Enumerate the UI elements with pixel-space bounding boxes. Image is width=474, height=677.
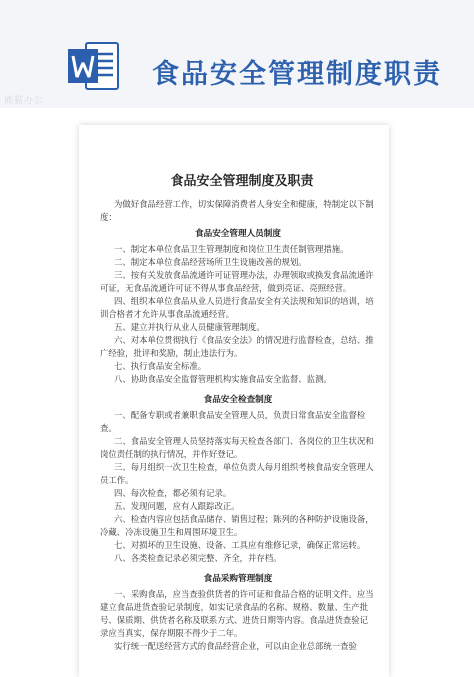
document-title: 食品安全管理制度及职责 (170, 174, 314, 189)
paragraph: 一、采购食品，应当查验供货者的许可证和食品合格的证明文件。应当建立食品进货查验记录制度，如实记录食品的名称、规格、数量、生产批号、保质期、供货者名称及联系方式、进货日期等内容。食品进货查验记录应当真实，保存期限不得少于二年。 (100, 589, 374, 638)
paragraph: 实行统一配送经营方式的食品经营企业，可以由企业总部统一查验 (114, 641, 357, 651)
intro-paragraph: 为做好食品经营工作，切实保障消费者人身安全和健康，特制定以下制度： (100, 199, 374, 222)
paragraph: 二、制定本单位食品经营场所卫生设施改善的规划。 (114, 257, 307, 267)
section-heading: 食品采购管理制度 (203, 574, 273, 584)
word-document-icon (68, 41, 120, 91)
section-heading: 食品安全检查制度 (203, 395, 273, 405)
paragraph: 五、建立并执行从业人员健康管理制度。 (114, 322, 265, 332)
paragraph: 三、按有关发放食品流通许可证管理办法，办理领取或换发食品流通许可证，无食品流通许可证不得从事食品经营，做到亮证、亮照经营。 (100, 270, 374, 293)
paragraph: 三、每月组织一次卫生检查，单位负责人每月组织考核食品安全管理人员工作。 (100, 462, 374, 485)
paragraph: 四、组织本单位食品从业人员进行食品安全有关法规和知识的培训，培训合格者才允许从事食品流通经营。 (100, 296, 374, 319)
paragraph: 六、对本单位贯彻执行《食品安全法》的情况进行监督检查，总结、推广经验，批评和奖励，制止违法行为。 (100, 335, 374, 358)
paragraph: 一、配备专职或者兼职食品安全管理人员，负责日常食品安全监督检查。 (100, 410, 366, 433)
paragraph: 五、发现问题，应有人跟踪改正。 (114, 501, 240, 511)
paragraph: 一、制定本单位食品卫生管理制度和岗位卫生责任制管理措施。 (114, 244, 349, 254)
banner-title: 食品安全管理制度职责 (152, 59, 442, 90)
paragraph: 七、执行食品安全标准。 (114, 361, 207, 371)
paragraph: 二、食品安全管理人员坚持落实每天检查各部门、各岗位的卫生状况和岗位责任制的执行情况，并作好登记。 (100, 436, 374, 459)
paragraph: 四、每次检查，都必须有记录。 (114, 488, 232, 498)
banner (0, 0, 474, 108)
paragraph: 六、检查内容应包括食品储存、销售过程；陈列的各种防护设施设备，冷藏、冷冻设施卫生和周围环境卫生。 (100, 514, 374, 537)
paragraph: 七、对损坏的卫生设施、设备、工具应有维修记录，确保正常运转。 (114, 540, 366, 550)
paragraph: 八、各类检查记录必须完整、齐全，并存档。 (114, 553, 282, 563)
document-body (100, 175, 376, 653)
section-heading: 食品安全管理人员制度 (195, 229, 281, 239)
watermark-text: 熊猫办公 (4, 96, 45, 106)
paragraph: 八、协助食品安全监督管理机构实施食品安全监督、监测。 (114, 374, 332, 384)
